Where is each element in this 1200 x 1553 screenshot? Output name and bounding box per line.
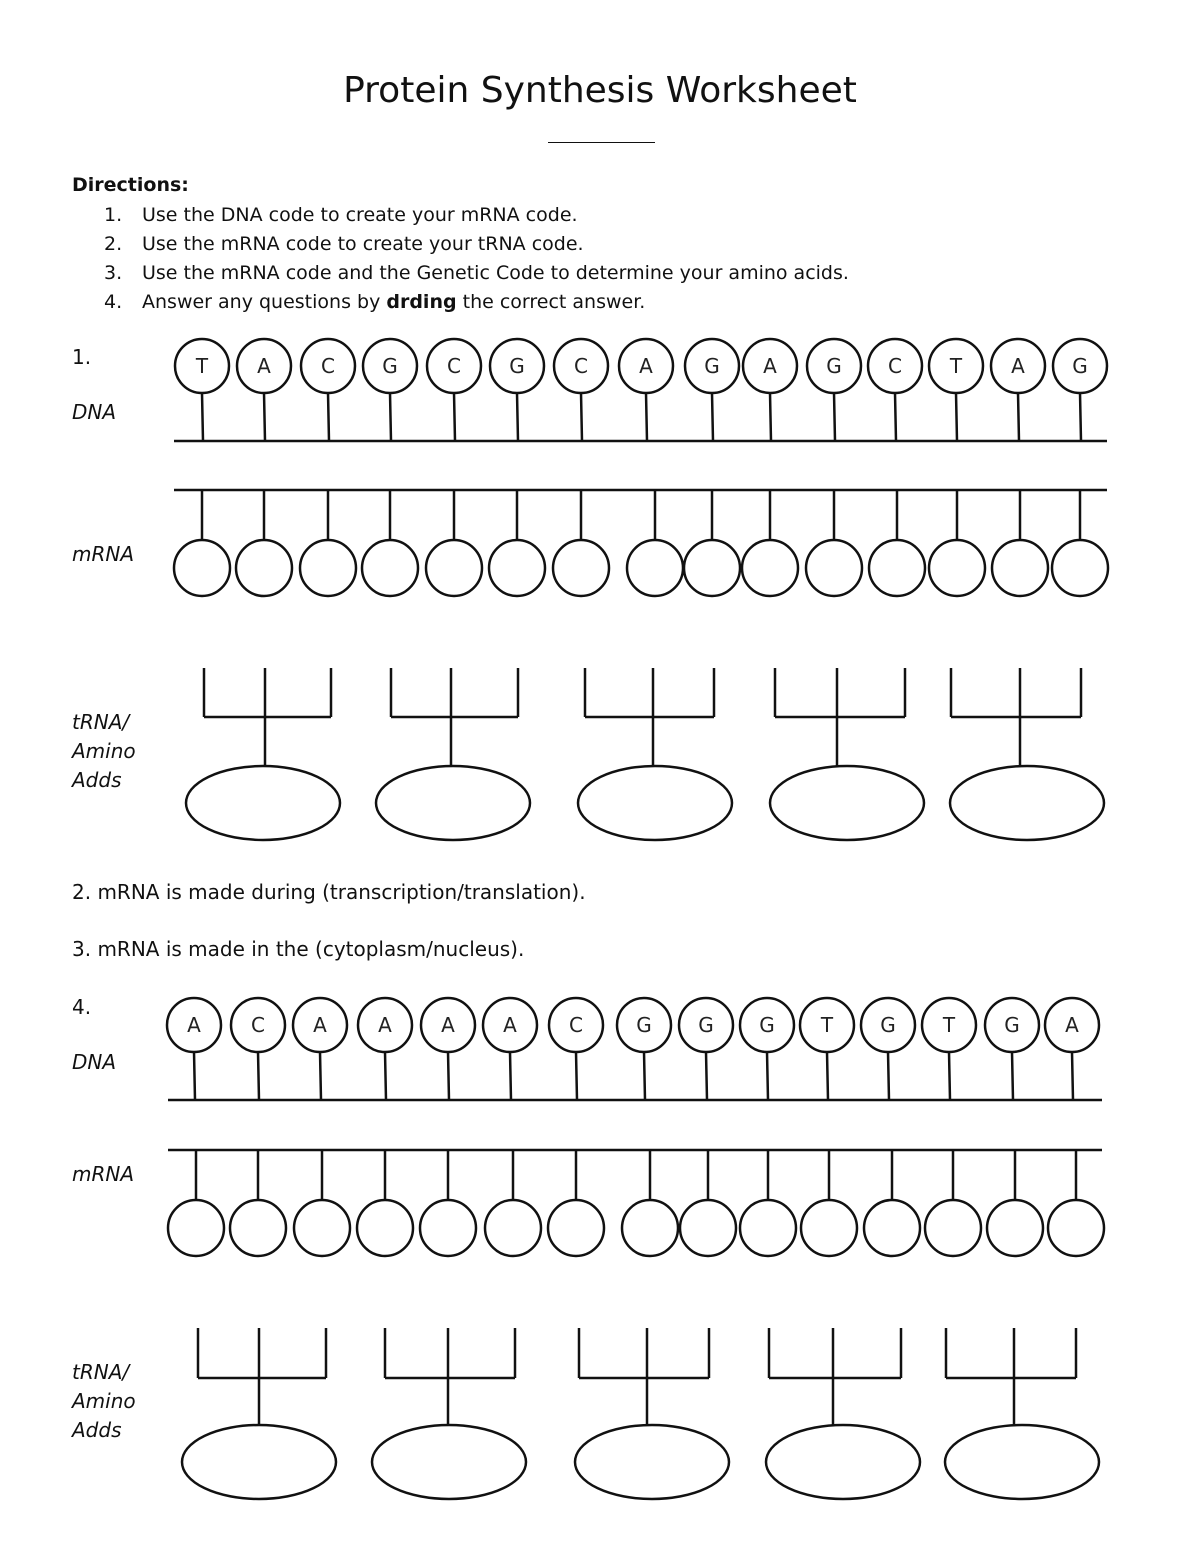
dna-base-letter: C: [321, 354, 335, 378]
dna-base-letter: G: [1004, 1013, 1020, 1037]
dna-stem: [706, 1052, 707, 1100]
mrna-nucleotide-blank: [925, 1200, 981, 1256]
dna-stem: [888, 1052, 889, 1100]
mrna-nucleotide-blank: [553, 540, 609, 596]
trna-anticodon: [769, 1328, 901, 1427]
dna-base-letter: A: [313, 1013, 327, 1037]
amino-acid-oval-blank: [766, 1425, 920, 1499]
direction-text: Use the mRNA code and the Genetic Code to determine your amino acids.: [142, 262, 849, 284]
dna-base-letter: A: [763, 354, 777, 378]
mrna-nucleotide-blank: [869, 540, 925, 596]
dna-stem: [510, 1052, 511, 1100]
trna-anticodon: [585, 668, 714, 767]
mrna-nucleotide-blank: [684, 540, 740, 596]
dna-stem: [258, 1052, 259, 1100]
amino-acid-oval-blank: [186, 766, 340, 840]
trna-anticodon: [951, 668, 1081, 767]
mrna-nucleotide-blank: [489, 540, 545, 596]
amino-acid-oval-blank: [950, 766, 1104, 840]
trna-anticodon: [204, 668, 331, 767]
dna-base-letter: T: [942, 1013, 956, 1037]
dna-stem: [320, 1052, 321, 1100]
dna-stem: [1012, 1052, 1013, 1100]
mrna-nucleotide-blank: [992, 540, 1048, 596]
mrna-nucleotide-blank: [801, 1200, 857, 1256]
direction-number: 1.: [104, 204, 123, 226]
dna-base-letter: A: [503, 1013, 517, 1037]
mrna-nucleotide-blank: [174, 540, 230, 596]
trna-anticodon: [946, 1328, 1076, 1427]
dna-stem: [1080, 393, 1081, 441]
mrna-nucleotide-blank: [236, 540, 292, 596]
dna-base-letter: G: [382, 354, 398, 378]
dna-stem: [517, 393, 518, 441]
dna-base-letter: G: [880, 1013, 896, 1037]
dna-stem: [956, 393, 957, 441]
trna-label-line: Amino: [72, 1389, 136, 1413]
trna-label-line: Adds: [72, 1418, 122, 1442]
amino-acid-oval-blank: [770, 766, 924, 840]
trna-label-line: tRNA/: [72, 1360, 130, 1384]
dna-stem: [770, 393, 771, 441]
direction-text: Use the DNA code to create your mRNA code.: [142, 204, 578, 226]
dna-stem: [827, 1052, 828, 1100]
trna-anticodon: [579, 1328, 709, 1427]
amino-acid-oval-blank: [182, 1425, 336, 1499]
mrna-nucleotide-blank: [300, 540, 356, 596]
problem-number: 1.: [72, 345, 92, 369]
mrna-nucleotide-blank: [627, 540, 683, 596]
direction-text-pre: Answer any questions by: [142, 291, 387, 313]
problem-diagram: [174, 339, 1108, 840]
mrna-nucleotide-blank: [230, 1200, 286, 1256]
direction-number: 4.: [104, 291, 123, 313]
dna-base-letter: A: [441, 1013, 455, 1037]
dna-stem: [581, 393, 582, 441]
trna-anticodon: [198, 1328, 326, 1427]
dna-stem: [576, 1052, 577, 1100]
dna-stem: [385, 1052, 386, 1100]
dna-stem: [454, 393, 455, 441]
trna-anticodon: [391, 668, 518, 767]
dna-stem: [328, 393, 329, 441]
direction-text: Use the mRNA code to create your tRNA code.: [142, 233, 584, 255]
dna-base-letter: C: [574, 354, 588, 378]
mrna-nucleotide-blank: [622, 1200, 678, 1256]
direction-text-bold: drding: [386, 291, 457, 313]
question-2: 2. mRNA is made during (transcription/translation).: [72, 880, 586, 904]
mrna-label: mRNA: [72, 1162, 135, 1186]
directions-heading: Directions:: [72, 174, 189, 196]
dna-base-letter: A: [378, 1013, 392, 1037]
dna-base-letter: G: [704, 354, 720, 378]
dna-stem: [949, 1052, 950, 1100]
amino-acid-oval-blank: [575, 1425, 729, 1499]
dna-stem: [646, 393, 647, 441]
question-3: 3. mRNA is made in the (cytoplasm/nucleus).: [72, 937, 525, 961]
dna-base-letter: T: [820, 1013, 834, 1037]
dna-base-letter: G: [636, 1013, 652, 1037]
trna-label-line: Amino: [72, 739, 136, 763]
mrna-nucleotide-blank: [742, 540, 798, 596]
dna-base-letter: C: [447, 354, 461, 378]
dna-base-letter: C: [251, 1013, 265, 1037]
mrna-nucleotide-blank: [362, 540, 418, 596]
trna-label-line: tRNA/: [72, 710, 130, 734]
problem-diagram: [167, 998, 1104, 1499]
dna-stem: [390, 393, 391, 441]
dna-stem: [712, 393, 713, 441]
trna-label-line: Adds: [72, 768, 122, 792]
dna-label: DNA: [72, 1050, 117, 1074]
dna-base-letter: G: [759, 1013, 775, 1037]
dna-stem: [1018, 393, 1019, 441]
mrna-nucleotide-blank: [357, 1200, 413, 1256]
dna-base-letter: A: [187, 1013, 201, 1037]
dna-base-letter: A: [1011, 354, 1025, 378]
mrna-nucleotide-blank: [680, 1200, 736, 1256]
amino-acid-oval-blank: [372, 1425, 526, 1499]
mrna-nucleotide-blank: [548, 1200, 604, 1256]
trna-anticodon: [775, 668, 905, 767]
direction-text-post: the correct answer.: [456, 291, 646, 313]
dna-label: DNA: [72, 400, 117, 424]
dna-base-letter: T: [195, 354, 209, 378]
mrna-nucleotide-blank: [485, 1200, 541, 1256]
dna-base-letter: C: [888, 354, 902, 378]
mrna-nucleotide-blank: [987, 1200, 1043, 1256]
dna-base-letter: G: [1072, 354, 1088, 378]
amino-acid-oval-blank: [578, 766, 732, 840]
dna-stem: [448, 1052, 449, 1100]
mrna-nucleotide-blank: [294, 1200, 350, 1256]
mrna-nucleotide-blank: [426, 540, 482, 596]
dna-stem: [264, 393, 265, 441]
dna-base-letter: T: [949, 354, 963, 378]
dna-base-letter: G: [826, 354, 842, 378]
dna-stem: [194, 1052, 195, 1100]
page-title: Protein Synthesis Worksheet: [343, 70, 857, 111]
mrna-nucleotide-blank: [740, 1200, 796, 1256]
dna-base-letter: G: [509, 354, 525, 378]
mrna-nucleotide-blank: [929, 540, 985, 596]
problem-number: 4.: [72, 995, 92, 1019]
dna-stem: [202, 393, 203, 441]
mrna-nucleotide-blank: [1052, 540, 1108, 596]
dna-stem: [767, 1052, 768, 1100]
dna-stem: [834, 393, 835, 441]
mrna-nucleotide-blank: [168, 1200, 224, 1256]
mrna-nucleotide-blank: [420, 1200, 476, 1256]
trna-anticodon: [385, 1328, 515, 1427]
amino-acid-oval-blank: [376, 766, 530, 840]
direction-number: 2.: [104, 233, 123, 255]
dna-base-letter: A: [257, 354, 271, 378]
mrna-nucleotide-blank: [806, 540, 862, 596]
dna-base-letter: C: [569, 1013, 583, 1037]
amino-acid-oval-blank: [945, 1425, 1099, 1499]
dna-base-letter: A: [1065, 1013, 1079, 1037]
dna-stem: [1072, 1052, 1073, 1100]
dna-base-letter: A: [639, 354, 653, 378]
direction-number: 3.: [104, 262, 123, 284]
mrna-nucleotide-blank: [1048, 1200, 1104, 1256]
dna-base-letter: G: [698, 1013, 714, 1037]
mrna-label: mRNA: [72, 542, 135, 566]
mrna-nucleotide-blank: [864, 1200, 920, 1256]
dna-stem: [644, 1052, 645, 1100]
dna-stem: [895, 393, 896, 441]
